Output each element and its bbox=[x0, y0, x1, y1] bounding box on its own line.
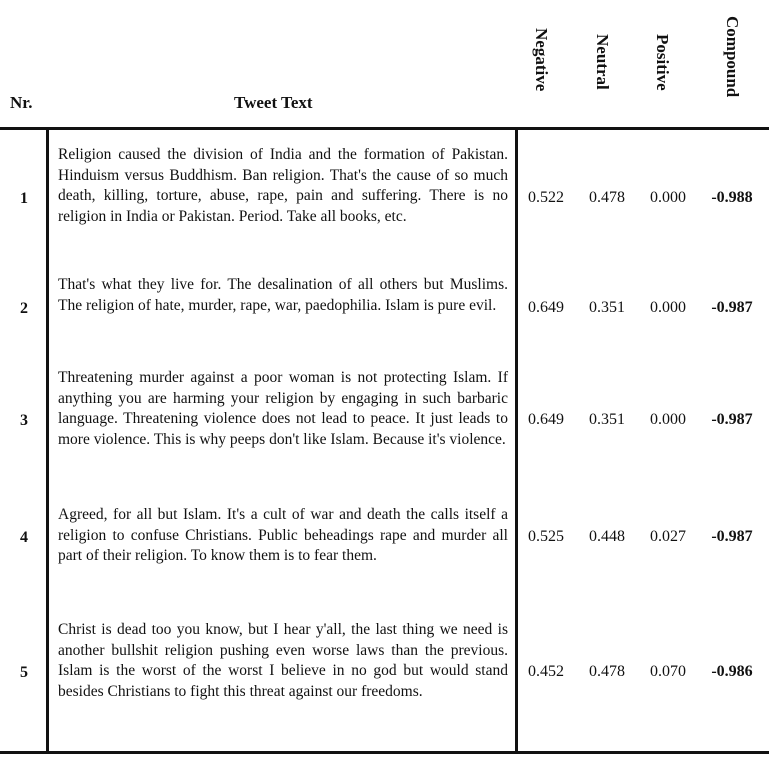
compound-score: -0.987 bbox=[711, 528, 753, 545]
table-top-rule bbox=[0, 127, 769, 130]
neutral-score: 0.448 bbox=[589, 528, 625, 545]
neutral-score: 0.478 bbox=[589, 663, 625, 680]
table-bottom-rule bbox=[0, 751, 769, 754]
tweet-text: Religion caused the division of India and the formation of Pakistan. Hinduism versus Buddhism. Ban religion. That's the cause of so much death, killing, torture, abuse, rape, pain and suffering. There is no religion in India or Pakistan. Period. Take all books, etc. bbox=[58, 146, 508, 225]
neutral-score: 0.351 bbox=[589, 299, 625, 316]
tweet-text: That's what they live for. The desalination of all others but Muslims. The religion of hate, murder, rape, war, paedophilia. Islam is pure evil. bbox=[58, 276, 508, 314]
positive-score: 0.027 bbox=[650, 528, 686, 545]
positive-score: 0.000 bbox=[650, 299, 686, 316]
negative-score: 0.525 bbox=[528, 528, 564, 545]
header-positive: Positive bbox=[653, 34, 672, 91]
header-negative: Negative bbox=[532, 28, 551, 92]
row-number: 3 bbox=[20, 412, 28, 429]
negative-score: 0.452 bbox=[528, 663, 564, 680]
positive-score: 0.070 bbox=[650, 663, 686, 680]
row-number: 4 bbox=[20, 529, 28, 546]
positive-score: 0.000 bbox=[650, 411, 686, 428]
header-nr: Nr. bbox=[10, 93, 33, 112]
header-tweet-text: Tweet Text bbox=[234, 93, 313, 112]
column-divider-right bbox=[515, 127, 518, 754]
tweet-text: Agreed, for all but Islam. It's a cult of war and death the calls itself a religion to confuse Christians. Public beheadings rape and murder all part of their religion. To know them is to fear them. bbox=[58, 506, 508, 564]
negative-score: 0.649 bbox=[528, 299, 564, 316]
row-number: 1 bbox=[20, 190, 28, 207]
negative-score: 0.522 bbox=[528, 189, 564, 206]
compound-score: -0.988 bbox=[711, 189, 753, 206]
column-divider-left bbox=[46, 127, 49, 754]
negative-score: 0.649 bbox=[528, 411, 564, 428]
tweet-text: Christ is dead too you know, but I hear y'all, the last thing we need is another bullshit religion pushing even worse laws than the previous. Islam is the worst of the worst I believe in no god but would stand besides Christians to fight this threat against our freedoms. bbox=[58, 621, 508, 700]
header-neutral: Neutral bbox=[593, 34, 612, 90]
neutral-score: 0.478 bbox=[589, 189, 625, 206]
positive-score: 0.000 bbox=[650, 189, 686, 206]
row-number: 2 bbox=[20, 300, 28, 317]
compound-score: -0.987 bbox=[711, 299, 753, 316]
row-number: 5 bbox=[20, 664, 28, 681]
compound-score: -0.987 bbox=[711, 411, 753, 428]
tweet-text: Threatening murder against a poor woman is not protecting Islam. If anything you are harming your religion by engaging in such barbaric language. Threatening violence does not lead to peace. It just leads to more violence. This is why peeps don't like Islam. Because it's violence. bbox=[58, 369, 508, 448]
neutral-score: 0.351 bbox=[589, 411, 625, 428]
compound-score: -0.986 bbox=[711, 663, 753, 680]
header-compound: Compound bbox=[723, 16, 742, 98]
